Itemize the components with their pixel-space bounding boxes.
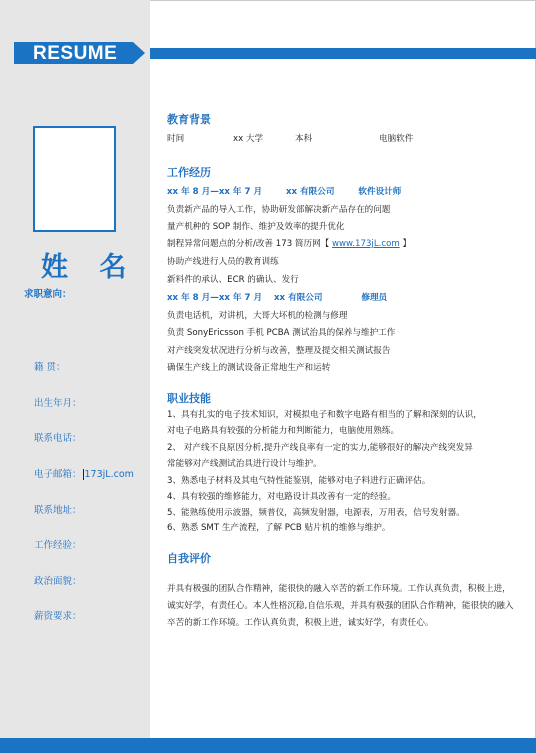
info-address: 联系地址：	[34, 505, 82, 516]
self-eval-heading: 自我评价	[167, 552, 211, 565]
job1-line: 量产机种的 SOP 制作、维护及效率的提升优化	[167, 222, 345, 232]
person-name: 姓 名	[41, 252, 138, 283]
job1-line: 负责新产品的导入工作，协助研发部解决新产品存在的问题	[167, 205, 391, 215]
footer-bar	[0, 738, 536, 753]
work-heading: 工作经历	[167, 166, 211, 179]
job-intent-label: 求职意向：	[24, 289, 72, 300]
skill-line: 3、熟悉电子材料及其电气特性能鉴别，能够对电子料进行正确评估。	[167, 476, 431, 486]
self-eval-text: 并具有极强的团队合作精神，能很快的融入卒苦的新工作环境。工作认真负责，积极上进，诚实好学，有责任心。本人性格沉稳,自信乐观，并具有极强的团队合作精神，能很快的融入卒苦的新工作环境。工作认真负责，积极上进，诚实好学，有责任心。	[167, 584, 514, 628]
photo-placeholder	[33, 126, 116, 232]
job1-line: 新料件的承认、ECR 的确认、发行	[167, 275, 299, 285]
edu-school: xx 大学	[233, 134, 264, 144]
header-rule	[150, 48, 536, 59]
skill-line: 1、具有扎实的电子技术知识，对模拟电子和数字电路有相当的了解和深刻的认识，	[167, 410, 482, 420]
job2-line: 负责 SonyEricsson 手机 PCBA 测试治具的保养与维护工作	[167, 328, 396, 338]
edu-major: 电脑软件	[379, 134, 414, 144]
skill-line: 5、能熟练使用示波器，频普仪，高频发射器，电源表，万用表，信号发射器。	[167, 508, 465, 518]
job2-line: 确保生产线上的测试设备正常地生产和运转	[167, 363, 331, 373]
education-heading: 教育背景	[167, 113, 211, 126]
info-political: 政治面貌：	[34, 576, 82, 587]
skill-line: 对电子电路具有较强的分析能力和判断能力，电脑使用熟练。	[167, 426, 400, 436]
edu-degree: 本科	[295, 134, 313, 144]
website-link[interactable]: www.173jL.com	[332, 239, 400, 249]
job1-line-link: 制程异常问题点的分析/改善 173 简历网【 www.173jL.com 】	[167, 239, 412, 249]
skill-line: 6、熟悉 SMT 生产流程，了解 PCB 贴片机的维修与维护。	[167, 523, 391, 533]
email-value[interactable]: 173jL.com	[84, 469, 134, 480]
skill-line: 常能够对产线测试治具进行设计与维护。	[167, 459, 322, 469]
job2-line: 对产线突发状况进行分析与改善，整理及提交相关测试报告	[167, 346, 391, 356]
job1-title: xx 年 8 月—xx 年 7 月 xx 有限公司 软件设计师	[167, 187, 402, 197]
job1-line: 协助产线进行人员的教育训练	[167, 257, 279, 267]
skill-line: 2、 对产线不良原因分析,提升产线良率有一定的实力,能够很好的解决产线突发异	[167, 443, 473, 453]
info-phone: 联系电话：	[34, 433, 82, 444]
text-cursor	[83, 469, 84, 480]
education-row	[167, 132, 413, 144]
job2-title: xx 年 8 月—xx 年 7 月 xx 有限公司 修理员	[167, 293, 388, 303]
info-email: 电子邮箱： 173jL.com	[34, 469, 134, 480]
skills-heading: 职业技能	[167, 392, 211, 405]
resume-title: RESUME	[33, 43, 118, 64]
info-salary: 薪资要求：	[34, 611, 82, 622]
job2-line: 负责电话机，对讲机，大哥大坏机的检测与修理	[167, 311, 348, 321]
header-arrow	[133, 42, 145, 64]
sidebar-panel	[0, 0, 150, 753]
info-native-place: 籍 贯：	[34, 362, 66, 373]
skill-line: 4、具有较强的维修能力，对电路设计具改善有一定的经验。	[167, 492, 396, 502]
edu-time: 时间	[167, 134, 185, 144]
info-birth: 出生年月：	[34, 398, 82, 409]
info-experience: 工作经验：	[34, 540, 82, 551]
